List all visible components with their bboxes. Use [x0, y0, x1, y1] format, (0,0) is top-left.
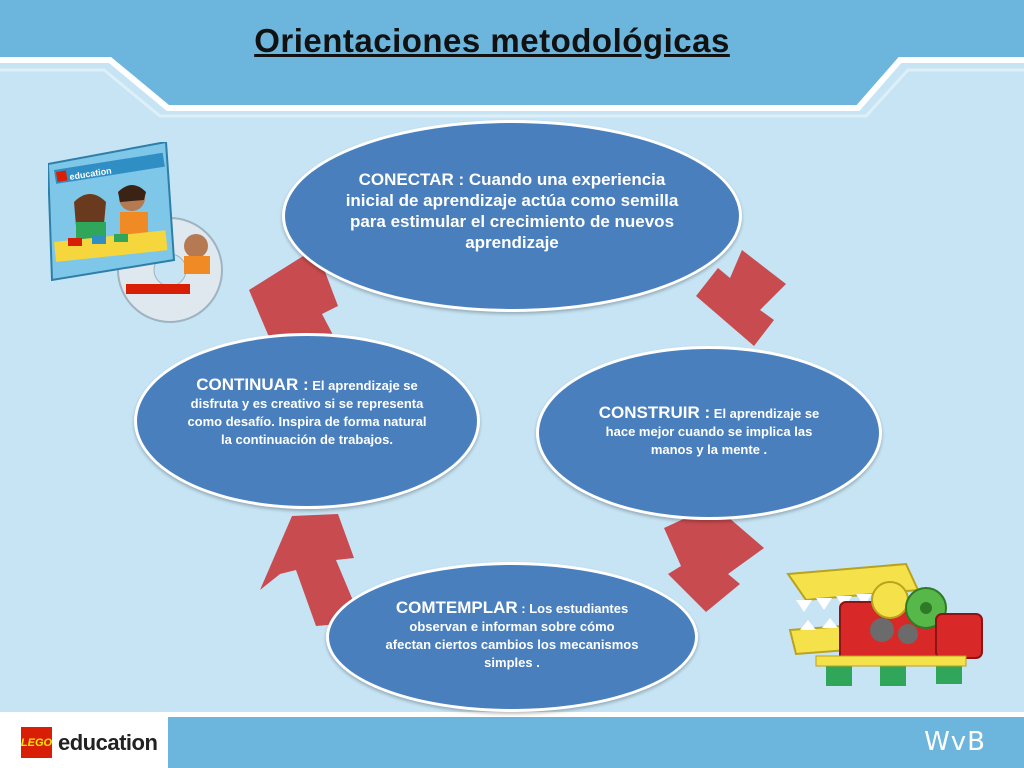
node-continuar-head: CONTINUAR :: [196, 375, 309, 394]
node-conectar-body: Cuando una experiencia inicial de aprendizaje actúa como semilla para estimular el crecimiento de nuevos aprendizaje: [345, 170, 679, 252]
logo-text: education: [58, 729, 158, 755]
node-continuar-body: El aprendizaje se disfruta y es creativo si se representa como desafío. Inspira de forma natural la continuación de trabajos.: [187, 378, 427, 447]
lego-logo-icon: LEGO: [20, 726, 53, 759]
node-comtemplar: [326, 562, 698, 712]
lego-education-box-image: [48, 142, 224, 324]
node-comtemplar-head: COMTEMPLAR: [395, 598, 518, 617]
node-construir-body: El aprendizaje se hace mejor cuando se implica las manos y la mente .: [605, 406, 820, 457]
node-construir: [536, 346, 882, 520]
node-conectar-head: CONECTAR :: [358, 170, 465, 189]
footer-brand: WvB: [924, 727, 986, 757]
node-construir-head: CONSTRUIR :: [598, 403, 711, 422]
node-conectar: [282, 120, 742, 312]
node-continuar: [134, 333, 480, 509]
node-comtemplar-body: : Los estudiantes observan e informan sobre cómo afectan ciertos cambios los mecanismos simples .: [385, 601, 639, 670]
page-title: Orientaciones metodológicas: [254, 22, 730, 59]
box-brand-text: education: [68, 165, 113, 182]
lego-education-logo: [20, 726, 157, 759]
robot-crocodile-model: [786, 560, 992, 700]
